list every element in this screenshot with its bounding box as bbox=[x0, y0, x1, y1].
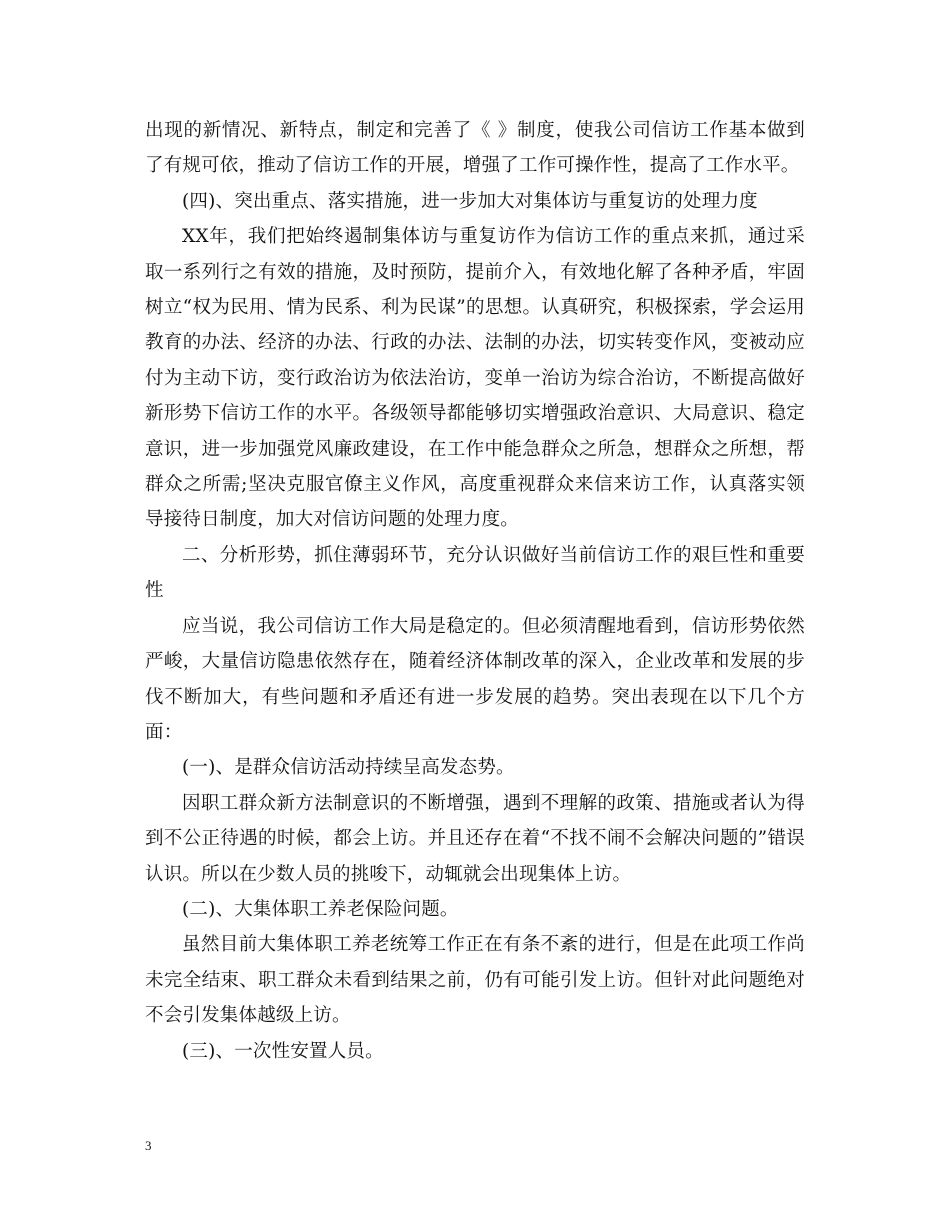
paragraph-1: 出现的新情况、新特点，制定和完善了《 》制度，使我公司信访工作基本做到了有规可依，推动了信访工作的开展，增强了工作可操作性，提高了工作水平。 bbox=[145, 120, 805, 177]
section-heading-4: (四)、突出重点、落实措施，进一步加大对集体访与重复访的处理力度 bbox=[182, 190, 758, 212]
section-heading-2: 二、分析形势，抓住薄弱环节，充分认识做好当前信访工作的艰巨性和重要性 bbox=[145, 544, 805, 602]
document-body bbox=[145, 113, 805, 1069]
page-number: 3 bbox=[145, 1138, 152, 1153]
paragraph-legal-awareness: 因职工群众新方法制意识的不断增强，遇到不理解的政策、措施或者认为得到不公正待遇的时候，都会上访。并且还存在着“不找不闹不会解决问题的”错误认识。所以在少数人员的挑唆下，动辄就会出现集体上访。 bbox=[145, 792, 805, 885]
paragraph-collective-visits: XX年，我们把始终遏制集体访与重复访作为信访工作的重点来抓，通过采取一系列行之有效的措施，及时预防，提前介入，有效地化解了各种矛盾，牢固树立“权为民用、情为民系、利为民谋”的思想。认真研究，积极探索，学会运用教育的办法、经济的办法、行政的办法、法制的办法，切实转变作风，变被动应付为主动下访，变行政治访为依法治访，变单一治访为综合治访，不断提高做好新形势下信访工作的水平。各级领导都能够切实增强政治意识、大局意识、稳定意识，进一步加强党风廉政建设，在工作中能急群众之所急，想群众之所想，帮群众之所需;坚决克服官僚主义作风，高度重视群众来信来访工作，认真落实领导接待日制度，加大对信访问题的处理力度。 bbox=[145, 226, 805, 531]
subheading-3: (三)、一次性安置人员。 bbox=[182, 1040, 384, 1062]
paragraph-situation: 应当说，我公司信访工作大局是稳定的。但必须清醒地看到，信访形势依然严峻，大量信访隐患依然存在，随着经济体制改革的深入，企业改革和发展的步伐不断加大，有些问题和矛盾还有进一步发展的趋势。突出表现在以下几个方面： bbox=[145, 615, 805, 743]
paragraph-pension: 虽然目前大集体职工养老统筹工作正在有条不紊的进行，但是在此项工作尚未完全结束、职工群众未看到结果之前，仍有可能引发上访。但针对此问题绝对不会引发集体越级上访。 bbox=[145, 934, 805, 1027]
subheading-2: (二)、大集体职工养老保险问题。 bbox=[182, 898, 459, 920]
subheading-1: (一)、是群众信访活动持续呈高发态势。 bbox=[182, 757, 515, 779]
